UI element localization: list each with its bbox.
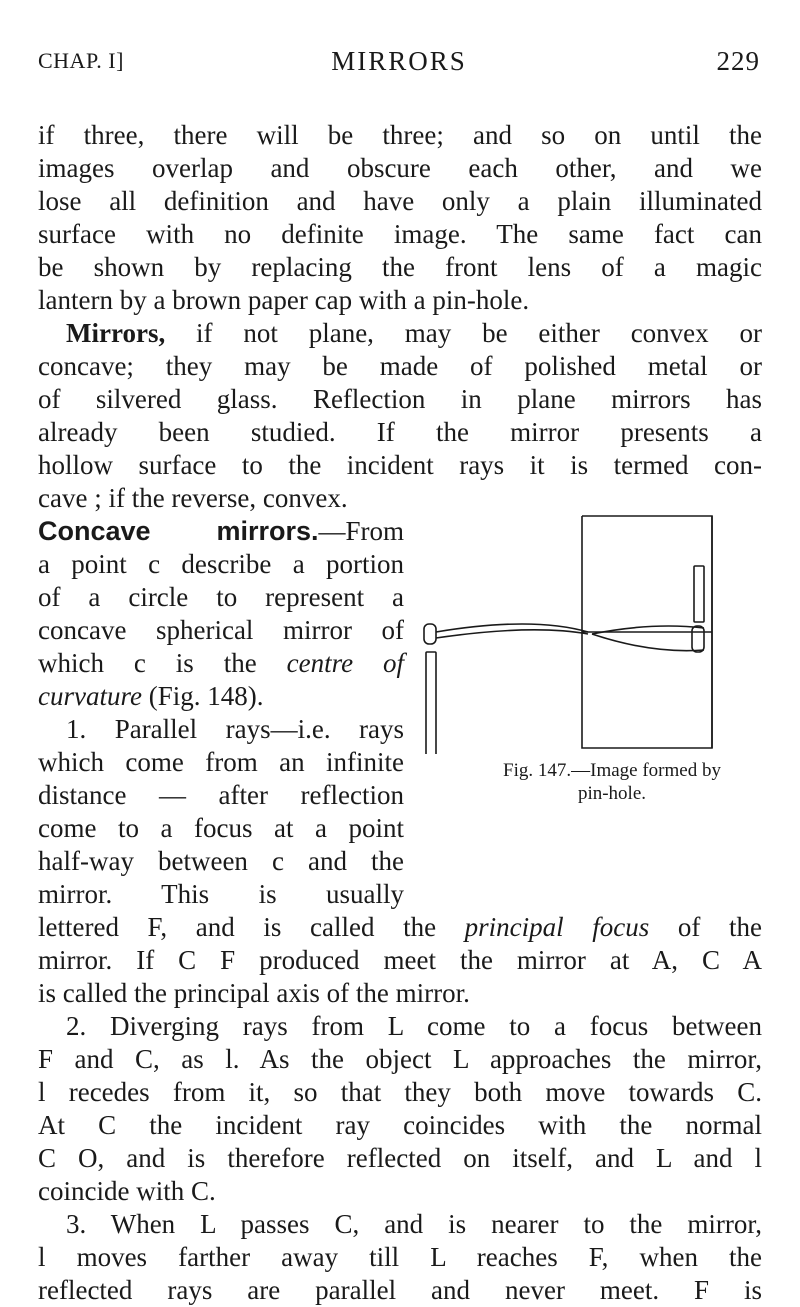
- text-line: F and C, as l. As the object L approaches the mirror,: [38, 1044, 762, 1074]
- text-line: of a circle to represent a: [38, 582, 404, 612]
- text-line: C O, and is therefore reflected on itself, and L and l: [38, 1143, 762, 1173]
- figure-caption: Fig. 147.—Image formed by: [503, 760, 721, 781]
- text-line: At C the incident ray coincides with the normal: [38, 1110, 762, 1140]
- light-ray: [592, 634, 704, 651]
- text-line: concave; they may be made of polished metal or: [38, 351, 762, 381]
- light-ray: [436, 630, 588, 638]
- text-line: half-way between c and the: [38, 846, 404, 876]
- figure-caption: pin-hole.: [577, 783, 647, 804]
- text-line: reflected rays are parallel and never meet. F is: [38, 1275, 762, 1305]
- text-line: of silvered glass. Reflection in plane mirrors has: [38, 384, 762, 414]
- text-line: is called the principal axis of the mirror.: [38, 978, 470, 1008]
- candle-body: [426, 652, 436, 754]
- text-line: 2. Diverging rays from L come to a focus between: [66, 1011, 762, 1041]
- text-line: hollow surface to the incident rays it is termed con-: [38, 450, 762, 480]
- text-line: Mirrors, if not plane, may be either convex or: [66, 318, 762, 348]
- candle-flame: [424, 624, 436, 644]
- text-line: 3. When L passes C, and is nearer to the mirror,: [66, 1209, 762, 1239]
- text-line: 1. Parallel rays—i.e. rays: [66, 714, 404, 744]
- text-line: which c is the centre of: [38, 648, 404, 678]
- section-lead: Mirrors,: [66, 318, 166, 348]
- text-line: Concave mirrors.—From: [38, 516, 404, 546]
- text-line: surface with no definite image. The same fact can: [38, 219, 762, 249]
- text-line: mirror. If C F produced meet the mirror at A, C A: [38, 945, 762, 975]
- text-line: coincide with C.: [38, 1176, 216, 1206]
- text-line: be shown by replacing the front lens of a magic: [38, 252, 762, 282]
- text-line: lose all definition and have only a plain illuminated: [38, 186, 762, 216]
- text-line: cave ; if the reverse, convex.: [38, 483, 348, 513]
- chapter-label: CHAP. I]: [38, 48, 124, 73]
- running-header: [38, 46, 760, 86]
- text-line: distance — after reflection: [38, 780, 404, 810]
- inverted-candle-flame: [692, 626, 704, 652]
- text-line: if three, there will be three; and so on until the: [38, 120, 762, 150]
- page-number: 229: [716, 46, 760, 76]
- page-title: MIRRORS: [331, 46, 467, 76]
- section-lead: Concave mirrors.: [38, 516, 319, 546]
- text-line: curvature (Fig. 148).: [38, 681, 264, 711]
- text-line: images overlap and obscure each other, and we: [38, 153, 762, 183]
- text-line: l recedes from it, so that they both move towards C.: [38, 1077, 762, 1107]
- text-line: lantern by a brown paper cap with a pin-hole.: [38, 285, 530, 315]
- text-line: mirror. This is usually: [38, 879, 404, 909]
- text-line: come to a focus at a point: [38, 813, 404, 843]
- text-line: lettered F, and is called the principal focus of the: [38, 912, 762, 942]
- text-line: a point c describe a portion: [38, 549, 404, 579]
- pinhole-figure: [412, 504, 722, 754]
- text-line: concave spherical mirror of: [38, 615, 404, 645]
- inverted-candle-body: [694, 566, 704, 622]
- text-line: already been studied. If the mirror presents a: [38, 417, 762, 447]
- text-line: which come from an infinite: [38, 747, 404, 777]
- text-line: l moves farther away till L reaches F, when the: [38, 1242, 762, 1272]
